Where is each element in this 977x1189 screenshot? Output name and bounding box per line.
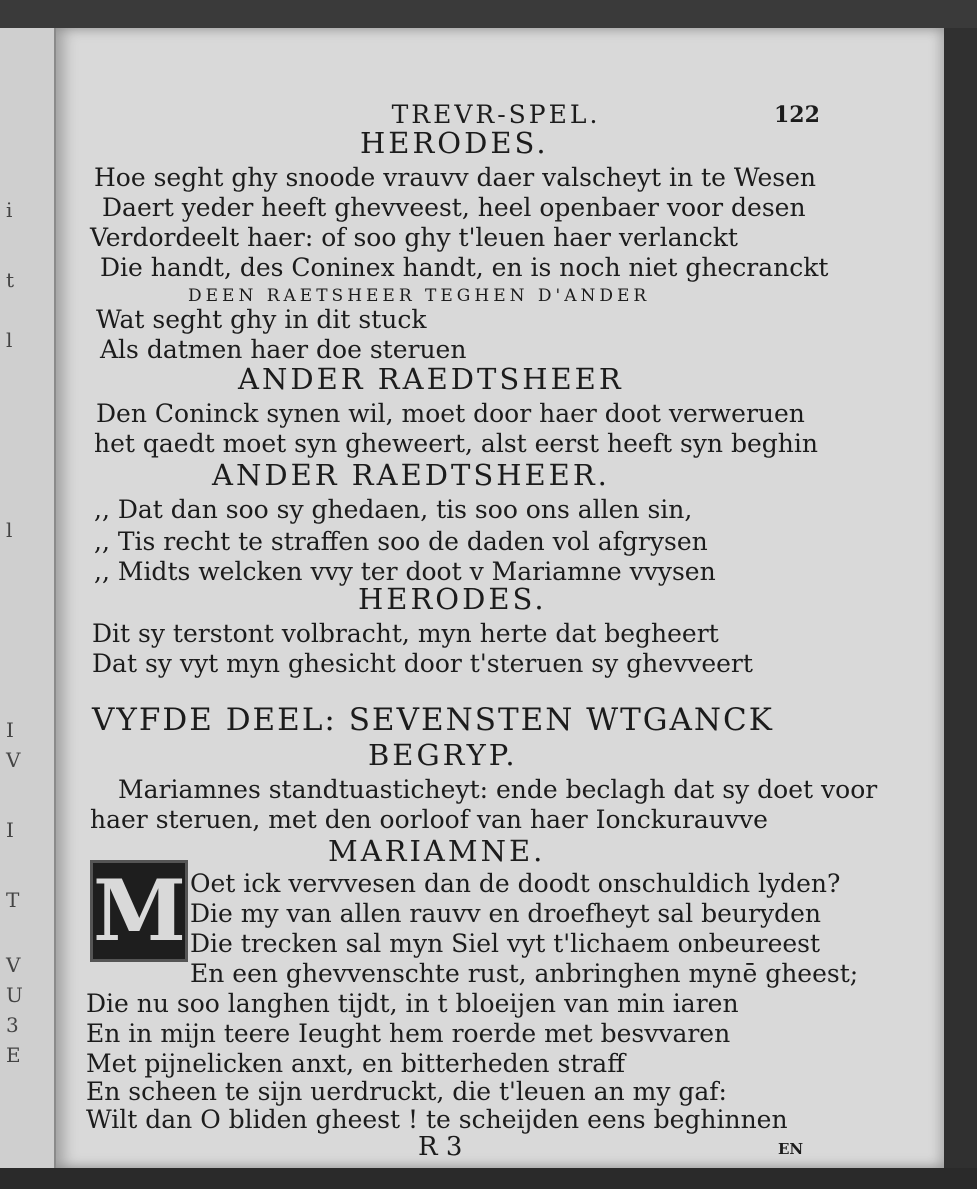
- verse-line: Die trecken sal myn Siel vyt t'lichaem onbeureest: [190, 929, 821, 958]
- begryp-heading: BEGRYP.: [368, 738, 518, 772]
- verse-line: ,, Midts welcken vvy ter doot v Mariamne vvysen: [94, 557, 716, 586]
- catchword: EN: [778, 1140, 804, 1158]
- margin-glyph: E: [6, 1043, 21, 1067]
- verse-line: En scheen te sijn uerdruckt, die t'leuen an my gaf:: [86, 1077, 727, 1106]
- margin-glyph: l: [6, 518, 13, 542]
- verse-line: Oet ick vervvesen dan de doodt onschuldich lyden?: [190, 869, 841, 898]
- scan-right-border: [944, 28, 977, 1189]
- margin-glyph: t: [6, 268, 15, 292]
- verse-line: ,, Dat dan soo sy ghedaen, tis soo ons allen sin,: [94, 495, 693, 524]
- speaker-raetsheer: ANDER RAEDTSHEER: [238, 362, 624, 396]
- verse-line: Wat seght ghy in dit stuck: [96, 305, 427, 334]
- decorated-initial: M: [90, 860, 188, 962]
- speaker-herodes: HERODES.: [358, 582, 547, 616]
- running-head: TREVR-SPEL.: [391, 100, 601, 129]
- verse-line: Als datmen haer doe steruen: [100, 335, 467, 364]
- verse-line: Dit sy terstont volbracht, myn herte dat begheert: [92, 619, 719, 648]
- speaker-raetsheer: ANDER RAEDTSHEER.: [212, 458, 610, 492]
- verse-line: Met pijnelicken anxt, en bitterheden straff: [86, 1049, 625, 1078]
- margin-glyph: I: [6, 818, 14, 842]
- verse-line: Hoe seght ghy snoode vrauvv daer valscheyt in te Wesen: [94, 163, 817, 192]
- argument-line: Mariamnes standtuasticheyt: ende beclagh dat sy doet voor: [118, 775, 878, 804]
- signature-mark: R 3: [418, 1132, 463, 1162]
- page-number: 122: [774, 102, 820, 128]
- verse-line: Dat sy vyt myn ghesicht door t'steruen sy ghevveert: [92, 649, 753, 678]
- left-page-edge: [0, 28, 57, 1168]
- part-title: VYFDE DEEL: SEVENSTEN WTGANCK: [92, 702, 774, 738]
- speaker-mariamne: MARIAMNE.: [328, 834, 546, 868]
- verse-line: Den Coninck synen wil, moet door haer doot verweruen: [96, 399, 805, 428]
- book-page: [56, 28, 944, 1168]
- verse-line: Daert yeder heeft ghevveest, heel openbaer voor desen: [102, 193, 806, 222]
- verse-line: Die my van allen rauvv en droefheyt sal beuryden: [190, 899, 821, 928]
- margin-glyph: V: [6, 748, 21, 772]
- speaker-herodes: HERODES.: [360, 126, 549, 160]
- margin-glyph: T: [6, 888, 20, 912]
- stage-direction: DEEN RAETSHEER TEGHEN D'ANDER: [188, 286, 651, 306]
- margin-glyph: U: [6, 983, 23, 1007]
- verse-line: het qaedt moet syn gheweert, alst eerst heeft syn beghin: [94, 429, 818, 458]
- verse-line: Wilt dan O bliden gheest ! te scheijden eens beghinnen: [86, 1105, 788, 1134]
- scan-top-border: [0, 0, 977, 28]
- margin-glyph: l: [6, 328, 13, 352]
- verse-line: ,, Tis recht te straffen soo de daden vol afgrysen: [94, 527, 708, 556]
- margin-glyph: V: [6, 953, 21, 977]
- margin-glyph: I: [6, 718, 14, 742]
- verse-line: Die handt, des Coninex handt, en is noch niet ghecranckt: [100, 253, 829, 282]
- verse-line: En een ghevvenschte rust, anbringhen mynē gheest;: [190, 959, 859, 988]
- margin-glyph: i: [6, 198, 13, 222]
- verse-line: Verdordeelt haer: of soo ghy t'leuen haer verlanckt: [90, 223, 738, 252]
- verse-line: En in mijn teere Ieught hem roerde met besvvaren: [86, 1019, 731, 1048]
- argument-line: haer steruen, met den oorloof van haer Ionckurauvve: [90, 805, 768, 834]
- verse-line: Die nu soo langhen tijdt, in t bloeijen van min iaren: [86, 989, 739, 1018]
- scan-bottom-border: [0, 1168, 977, 1189]
- margin-glyph: 3: [6, 1013, 19, 1037]
